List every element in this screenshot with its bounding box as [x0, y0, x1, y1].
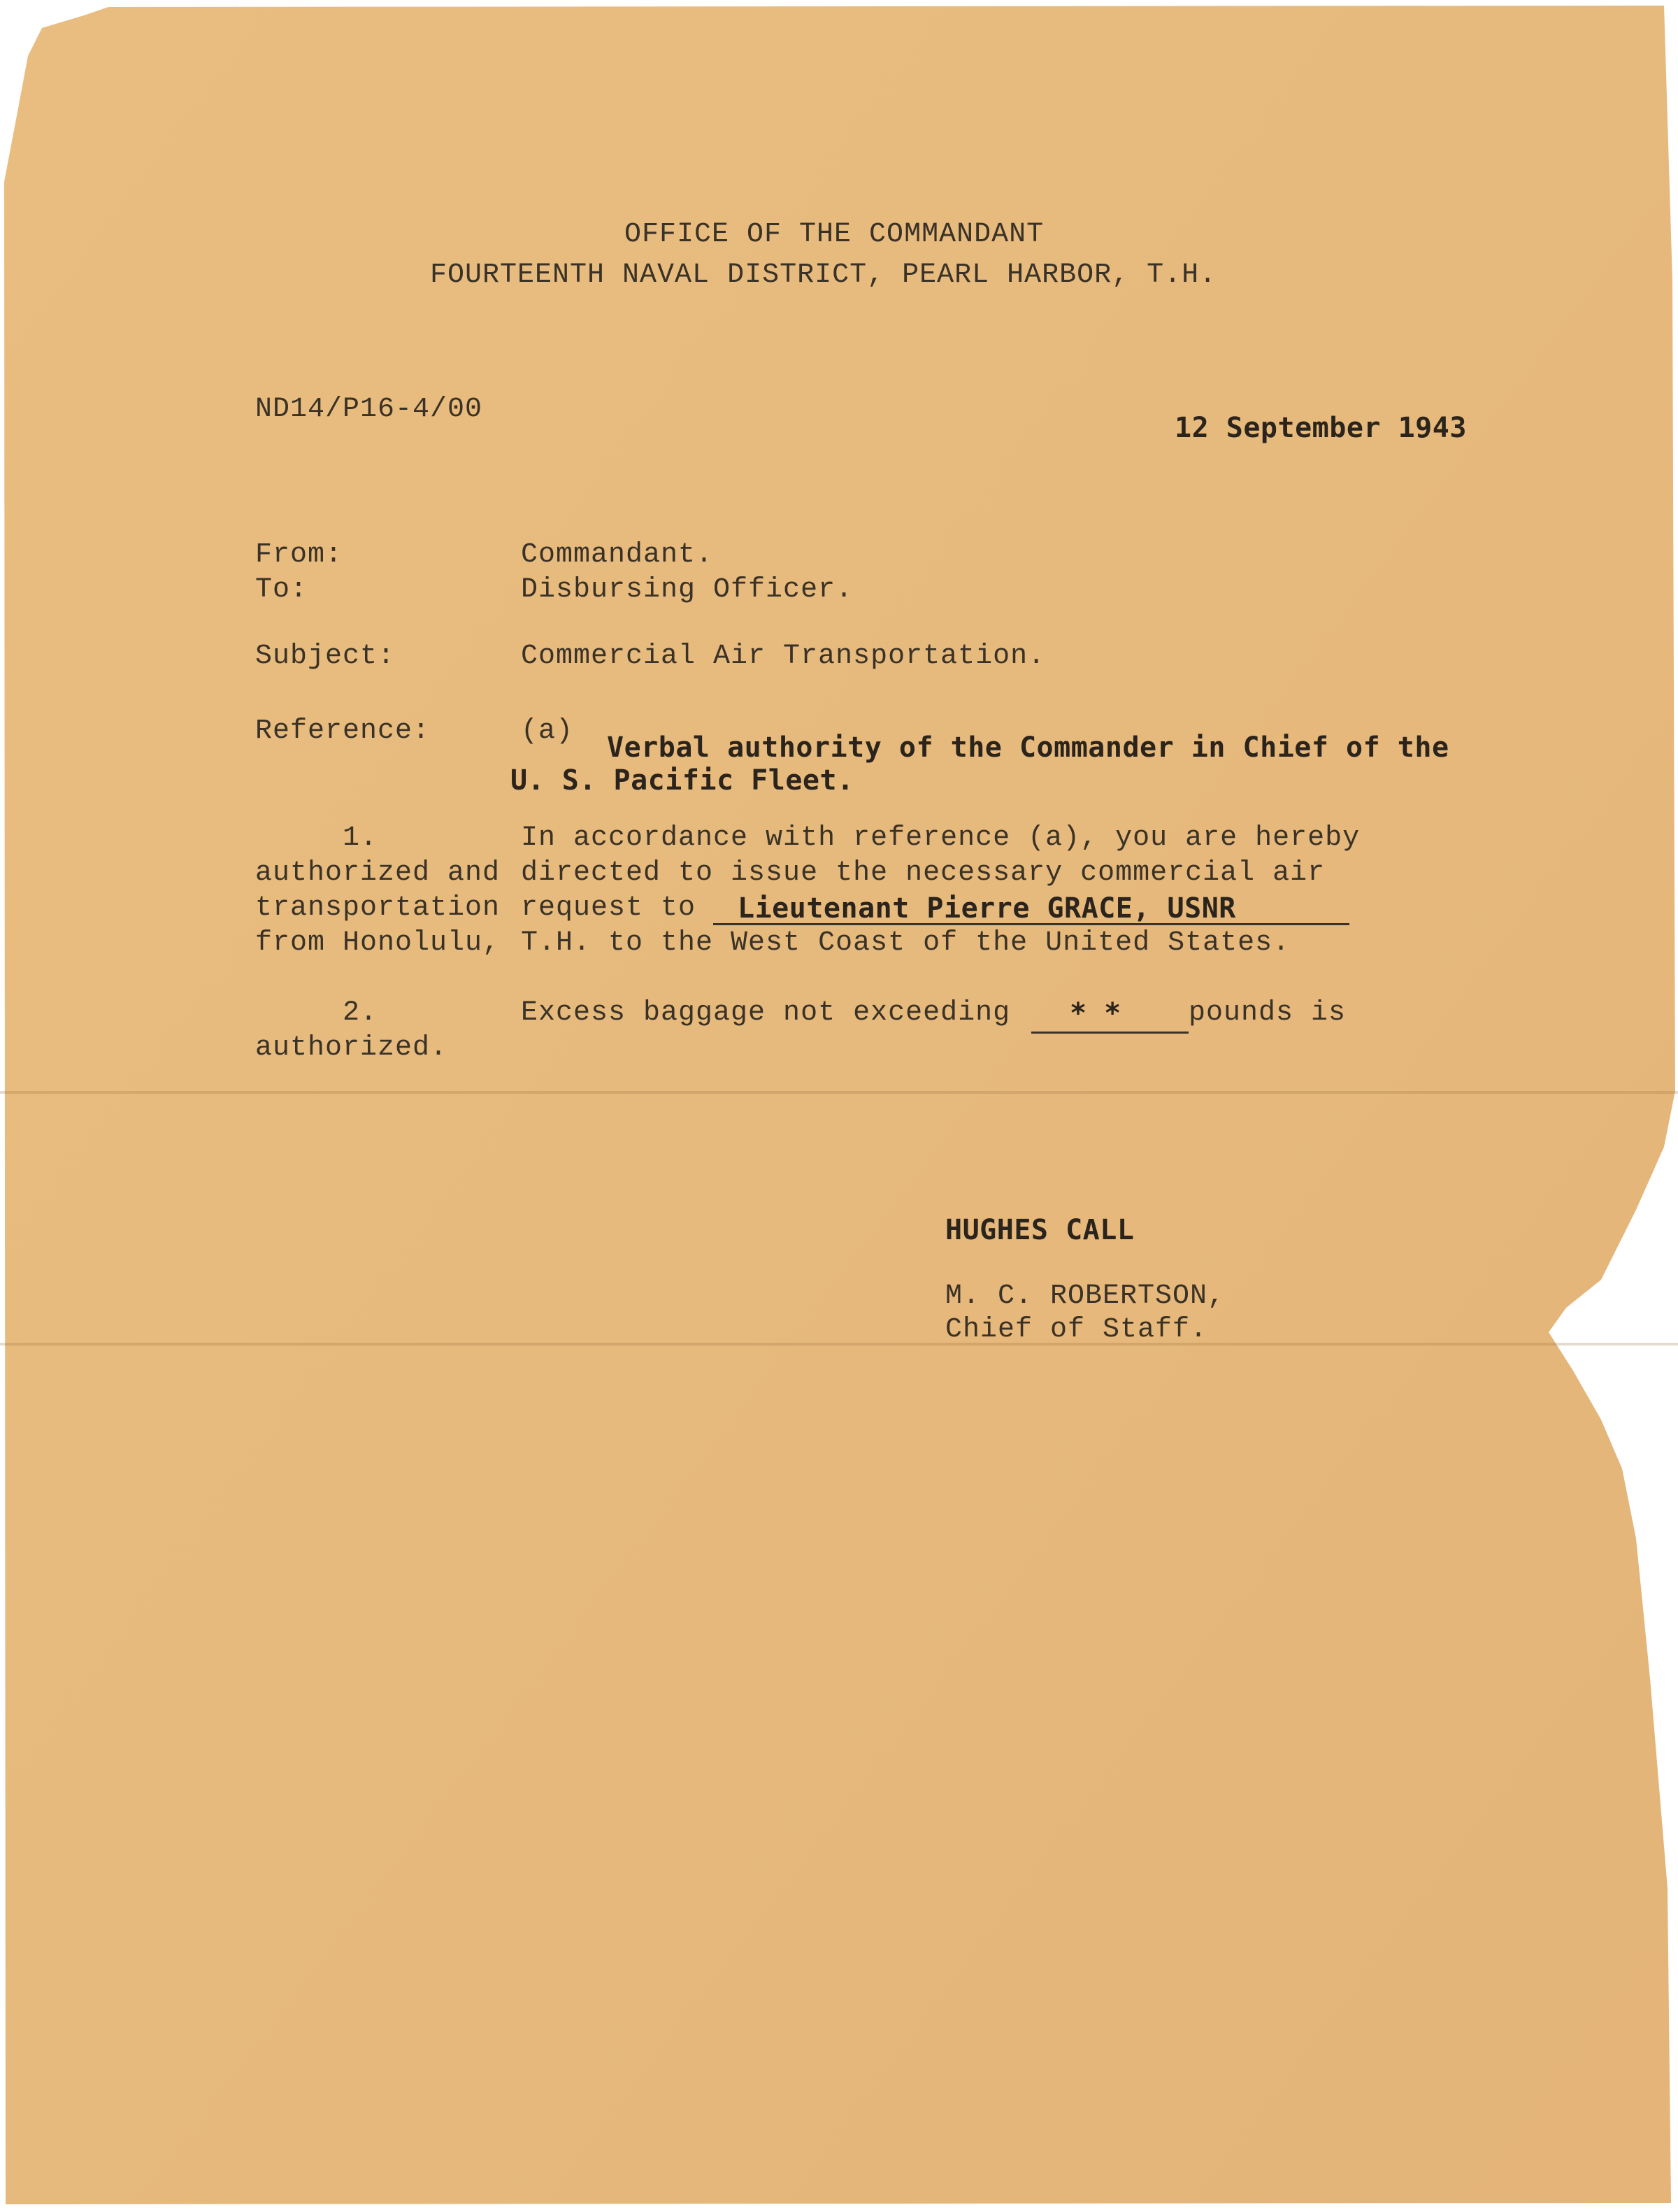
paragraph1-line4-right: T.H. to the West Coast of the United States.: [521, 927, 1291, 959]
from-value: Commandant.: [521, 539, 714, 571]
to-label: To:: [255, 574, 308, 606]
paragraph1-line4-left: from Honolulu,: [255, 927, 501, 959]
officer-name: Lieutenant Pierre GRACE, USNR: [738, 892, 1236, 925]
signatory-title: Chief of Staff.: [945, 1314, 1208, 1346]
reference-line1: Verbal authority of the Commander in Chief of the: [607, 732, 1449, 764]
subject-value: Commercial Air Transportation.: [521, 641, 1046, 672]
paper-shape: [4, 6, 1675, 2204]
paragraph2-number: 2.: [343, 997, 378, 1029]
baggage-amount: * *: [1070, 997, 1121, 1029]
letterhead-line2: FOURTEENTH NAVAL DISTRICT, PEARL HARBOR, T.H.: [430, 259, 1217, 291]
paragraph1-line1: In accordance with reference (a), you are hereby: [521, 822, 1361, 854]
subject-label: Subject:: [255, 641, 396, 672]
paragraph1-number: 1.: [343, 822, 378, 854]
date-stamp: 12 September 1943: [1175, 412, 1467, 444]
paragraph1-line2-left: authorized and: [255, 857, 501, 889]
signatory-name: M. C. ROBERTSON,: [945, 1280, 1226, 1312]
fold-line-top: [0, 1091, 1678, 1094]
paragraph1-line3-left: transportation: [255, 892, 501, 924]
officer-name-underline: [713, 923, 1349, 925]
to-value: Disbursing Officer.: [521, 574, 854, 606]
paragraph1-line3-right: request to: [521, 892, 696, 924]
signature-stamp: HUGHES CALL: [945, 1214, 1135, 1246]
reference-line2: U. S. Pacific Fleet.: [510, 764, 854, 797]
paragraph2-line1-end: pounds is: [1189, 997, 1347, 1029]
reference-marker: (a): [521, 715, 574, 747]
letterhead-line1: OFFICE OF THE COMMANDANT: [624, 219, 1045, 250]
paragraph2-line1-start: Excess baggage not exceeding: [521, 997, 1011, 1029]
baggage-amount-underline: [1031, 1032, 1189, 1034]
fold-line-middle: [0, 1343, 1678, 1346]
paragraph2-line2: authorized.: [255, 1032, 448, 1064]
from-label: From:: [255, 539, 343, 571]
reference-label: Reference:: [255, 715, 431, 747]
paragraph1-line2-right: directed to issue the necessary commercial air: [521, 857, 1326, 889]
file-number: ND14/P16-4/00: [255, 394, 483, 425]
